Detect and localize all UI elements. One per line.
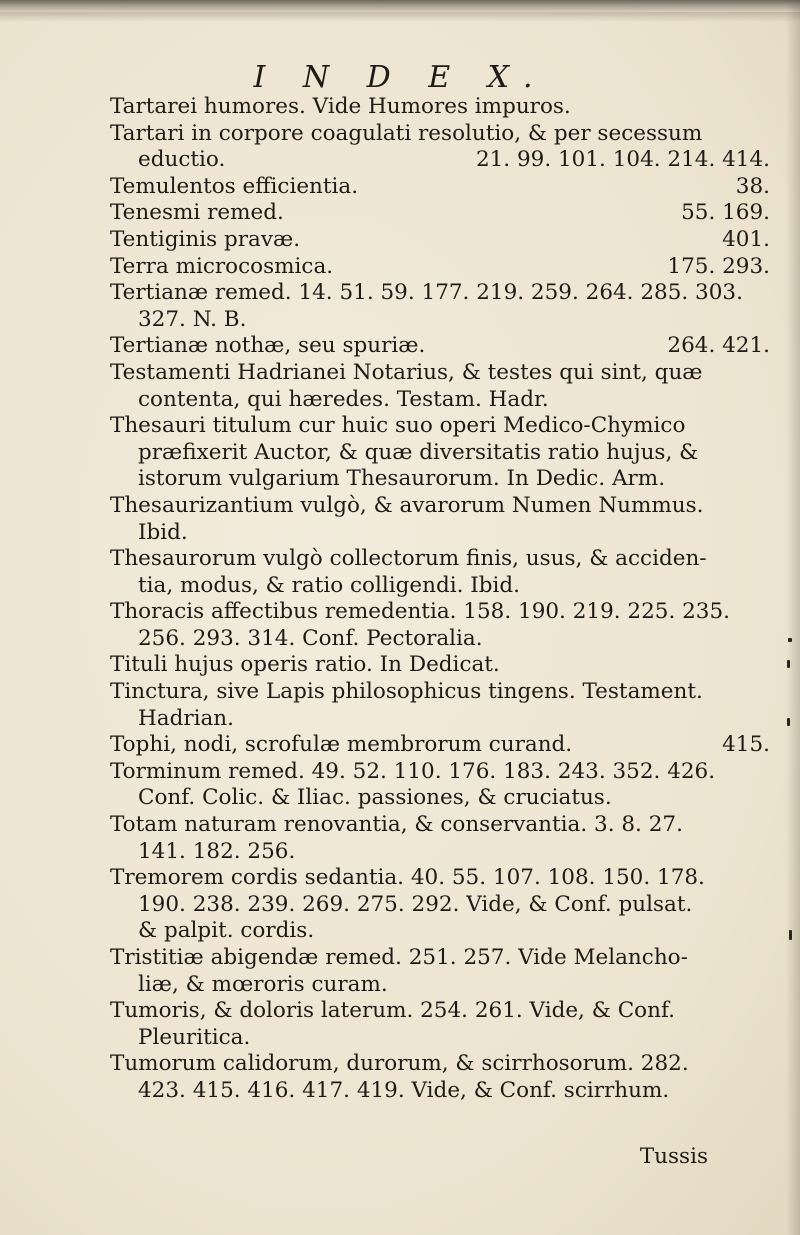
entry-text: liæ, & mœroris curam. xyxy=(138,971,388,997)
entry-headline xyxy=(110,227,770,254)
entry-text: Tristitiæ abigendæ remed. 251. 257. Vide Melancho- xyxy=(110,945,688,970)
entry-headline xyxy=(110,174,770,201)
entry-continuation-line xyxy=(110,573,770,600)
entry-page-numbers: 175. 293. xyxy=(667,253,770,279)
entry-headline xyxy=(110,759,770,786)
entry-text: eductio. xyxy=(138,147,226,173)
entry-headline xyxy=(110,865,770,892)
entry-text: Tituli hujus operis ratio. In Dedicat. xyxy=(110,652,500,678)
page-top-shadow xyxy=(0,12,800,22)
index-entries xyxy=(110,94,770,1105)
index-entry xyxy=(110,94,770,121)
index-entry xyxy=(110,812,770,865)
entry-headline xyxy=(110,945,770,972)
entry-page-numbers: 415. xyxy=(722,732,770,758)
entry-headline xyxy=(110,280,770,307)
entry-text: 327. N. B. xyxy=(138,306,247,332)
entry-text: Thesauri titulum cur huic suo operi Medico-Chymico xyxy=(110,413,686,439)
entry-continuation-line xyxy=(110,466,770,493)
entry-text: Tentiginis pravæ. xyxy=(110,226,301,252)
entry-continuation-line xyxy=(110,147,770,174)
entry-continuation-line xyxy=(110,972,770,999)
entry-continuation-line xyxy=(110,839,770,866)
entry-text: Torminum remed. 49. 52. 110. 176. 183. 243. 352. 426. xyxy=(110,758,716,784)
entry-text: præfixerit Auctor, & quæ diversitatis ratio hujus, & xyxy=(138,439,699,465)
entry-headline xyxy=(110,200,770,227)
index-entry xyxy=(110,200,770,227)
entry-text: Totam naturam renovantia, & conservantia. 3. 8. 27. xyxy=(110,812,683,838)
index-entry xyxy=(110,493,770,546)
entry-continuation-line xyxy=(110,1025,770,1052)
index-entry xyxy=(110,360,770,413)
entry-text: Thesaurorum vulgò collectorum finis, usus, & acciden- xyxy=(110,546,707,572)
entry-text: Ibid. xyxy=(138,519,188,545)
margin-dot xyxy=(787,660,790,668)
entry-continuation-line xyxy=(110,520,770,547)
margin-dot xyxy=(788,638,792,642)
entry-headline xyxy=(110,998,770,1025)
entry-continuation-line xyxy=(110,307,770,334)
entry-continuation-line xyxy=(110,706,770,733)
entry-text: Tremorem cordis sedantia. 40. 55. 107. 108. 150. 178. xyxy=(110,865,705,891)
entry-text: Thesaurizantium vulgò, & avarorum Numen Nummus. xyxy=(110,492,704,518)
entry-headline xyxy=(110,652,770,679)
entry-continuation-line xyxy=(110,1078,770,1105)
entry-text: 190. 238. 239. 269. 275. 292. Vide, & Conf. pulsat. xyxy=(138,891,693,917)
entry-text: istorum vulgarium Thesaurorum. In Dedic. Arm. xyxy=(138,466,666,492)
index-entry xyxy=(110,546,770,599)
entry-text: 423. 415. 416. 417. 419. Vide, & Conf. scirrhum. xyxy=(138,1077,670,1103)
index-entry xyxy=(110,413,770,493)
entry-text: Temulentos efficientia. xyxy=(110,173,359,199)
entry-continuation-line xyxy=(110,918,770,945)
entry-text: Pleuritica. xyxy=(138,1024,251,1050)
entry-text: Thoracis affectibus remedentia. 158. 190. 219. 225. 235. xyxy=(110,599,731,625)
entry-text: Testamenti Hadrianei Notarius, & testes qui sint, quæ xyxy=(110,359,703,385)
entry-continuation-line xyxy=(110,785,770,812)
entry-text: Tartari in corpore coagulati resolutio, & per secessum xyxy=(110,120,703,146)
entry-headline xyxy=(110,360,770,387)
entry-headline xyxy=(110,121,770,148)
entry-continuation-line xyxy=(110,626,770,653)
page-header: I N D E X. xyxy=(253,60,547,95)
entry-continuation-line xyxy=(110,440,770,467)
entry-headline xyxy=(110,94,770,121)
entry-text: 141. 182. 256. xyxy=(138,838,296,864)
margin-dot xyxy=(789,930,792,940)
entry-text: Tertianæ remed. 14. 51. 59. 177. 219. 259. 264. 285. 303. xyxy=(110,280,743,306)
entry-continuation-line xyxy=(110,387,770,414)
page-top-edge xyxy=(0,0,800,12)
entry-page-numbers: 21. 99. 101. 104. 214. 414. xyxy=(475,147,770,173)
index-entry xyxy=(110,174,770,201)
entry-text: 256. 293. 314. Conf. Pectoralia. xyxy=(138,625,483,651)
index-entry xyxy=(110,254,770,281)
index-entry xyxy=(110,865,770,945)
entry-headline xyxy=(110,493,770,520)
entry-text: Hadrian. xyxy=(138,705,234,731)
entry-headline xyxy=(110,333,770,360)
entry-text: Conf. Colic. & Iliac. passiones, & cruciatus. xyxy=(138,785,612,811)
entry-page-numbers: 38. xyxy=(735,173,770,199)
index-entry xyxy=(110,759,770,812)
entry-text: Tophi, nodi, scrofulæ membrorum curand. xyxy=(110,732,573,758)
entry-text: Tumorum calidorum, durorum, & scirrhosorum. 282. xyxy=(110,1051,689,1077)
entry-headline xyxy=(110,254,770,281)
index-entry xyxy=(110,599,770,652)
entry-text: Tinctura, sive Lapis philosophicus tingens. Testament. xyxy=(110,679,703,705)
entry-headline xyxy=(110,1051,770,1078)
index-entry xyxy=(110,945,770,998)
entry-headline xyxy=(110,413,770,440)
catchword: Tussis xyxy=(639,1144,708,1169)
page-right-edge xyxy=(786,0,800,1235)
entry-text: tia, modus, & ratio colligendi. Ibid. xyxy=(138,572,520,598)
entry-page-numbers: 401. xyxy=(722,226,770,252)
entry-page-numbers: 55. 169. xyxy=(681,200,770,226)
entry-text: Tartarei humores. Vide Humores impuros. xyxy=(110,94,571,119)
index-entry xyxy=(110,732,770,759)
index-entry xyxy=(110,679,770,732)
entry-headline xyxy=(110,599,770,626)
entry-text: Tumoris, & doloris laterum. 254. 261. Vide, & Conf. xyxy=(110,998,675,1024)
entry-page-numbers: 264. 421. xyxy=(667,333,770,359)
index-entry xyxy=(110,227,770,254)
margin-dot xyxy=(787,718,790,726)
index-entry xyxy=(110,121,770,174)
entry-text: Tenesmi remed. xyxy=(110,200,284,226)
index-entry xyxy=(110,652,770,679)
entry-headline xyxy=(110,679,770,706)
entry-text: Tertianæ nothæ, seu spuriæ. xyxy=(110,333,426,359)
entry-text: contenta, qui hæredes. Testam. Hadr. xyxy=(138,386,549,412)
index-entry xyxy=(110,333,770,360)
entry-continuation-line xyxy=(110,892,770,919)
index-entry xyxy=(110,1051,770,1104)
index-entry xyxy=(110,280,770,333)
index-entry xyxy=(110,998,770,1051)
entry-text: Terra microcosmica. xyxy=(110,253,334,279)
entry-headline xyxy=(110,732,770,759)
entry-headline xyxy=(110,812,770,839)
entry-headline xyxy=(110,546,770,573)
entry-text: & palpit. cordis. xyxy=(138,918,315,944)
